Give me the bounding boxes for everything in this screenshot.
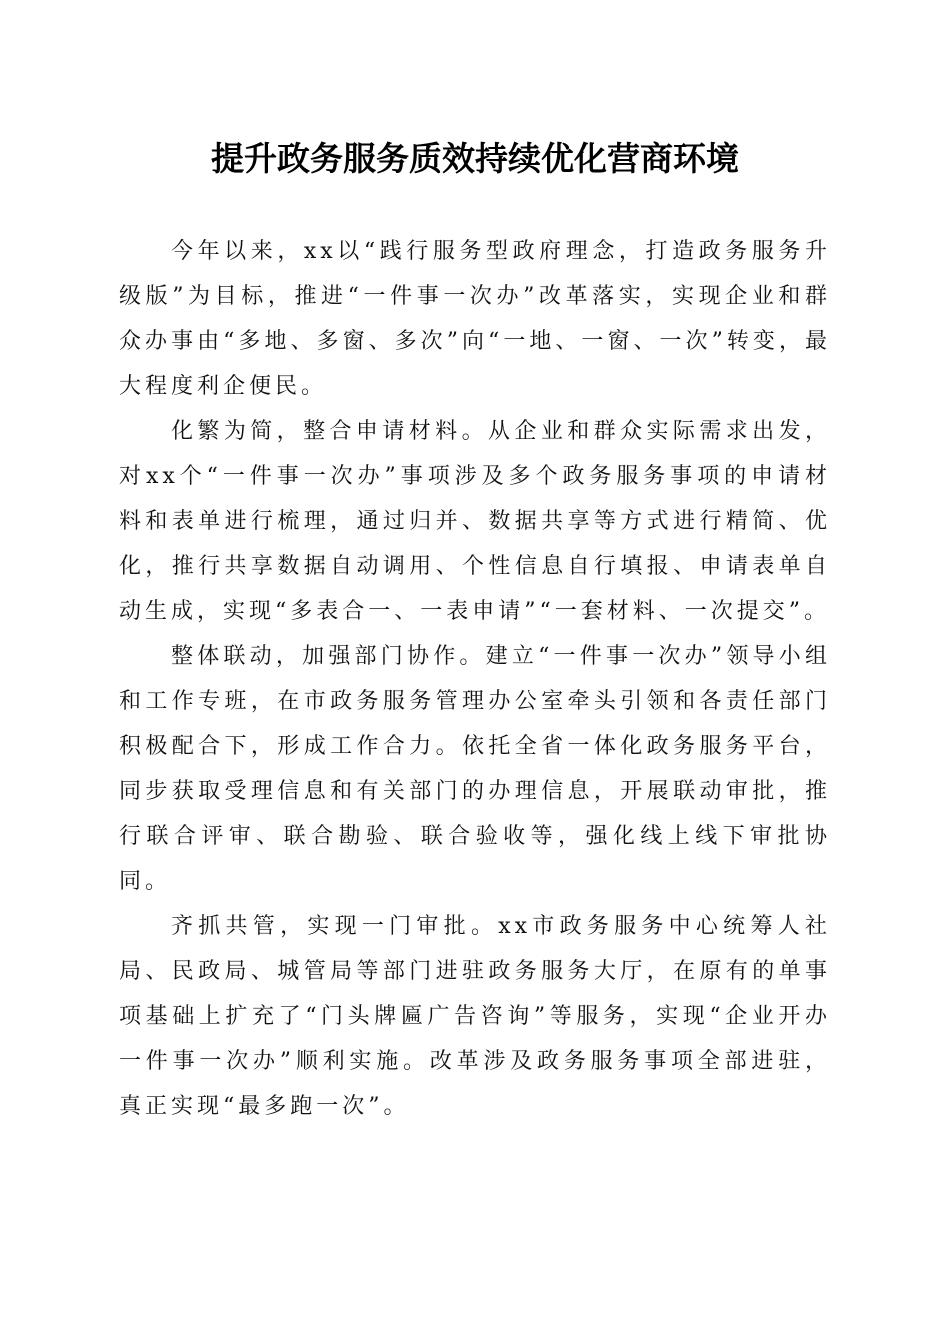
paragraph-intro: 今年以来，xx以“践行服务型政府理念，打造政务服务升级版”为目标，推进“一件事一次办”改革落实，实现企业和群众办事由“多地、多窗、多次”向“一地、一窗、一次”转变，最大程度利企便民。	[119, 239, 831, 399]
document-title: 提升政务服务质效持续优化营商环境	[211, 139, 739, 178]
document-body	[119, 229, 831, 1129]
paragraph-one-door-approval: 齐抓共管，实现一门审批。xx市政务服务中心统筹人社局、民政局、城管局等部门进驻政务服务大厅，在原有的单事项基础上扩充了“门头牌匾广告咨询”等服务，实现“企业开办一件事一次办”顺利实施。改革涉及政务服务事项全部进驻，真正实现“最多跑一次”。	[119, 914, 831, 1119]
paragraph-department-coordination: 整体联动，加强部门协作。建立“一件事一次办”领导小组和工作专班，在市政务服务管理办公室牵头引领和各责任部门积极配合下，形成工作合力。依托全省一体化政务服务平台，同步获取受理信息和有关部门的办理信息，开展联动审批，推行联合评审、联合勘验、联合验收等，强化线上线下审批协同。	[119, 644, 831, 894]
paragraph-simplify-materials: 化繁为简，整合申请材料。从企业和群众实际需求出发，对xx个“一件事一次办”事项涉及多个政务服务事项的申请材料和表单进行梳理，通过归并、数据共享等方式进行精简、优化，推行共享数据自动调用、个性信息自行填报、申请表单自动生成，实现“多表合一、一表申请”“一套材料、一次提交”。	[119, 419, 831, 624]
